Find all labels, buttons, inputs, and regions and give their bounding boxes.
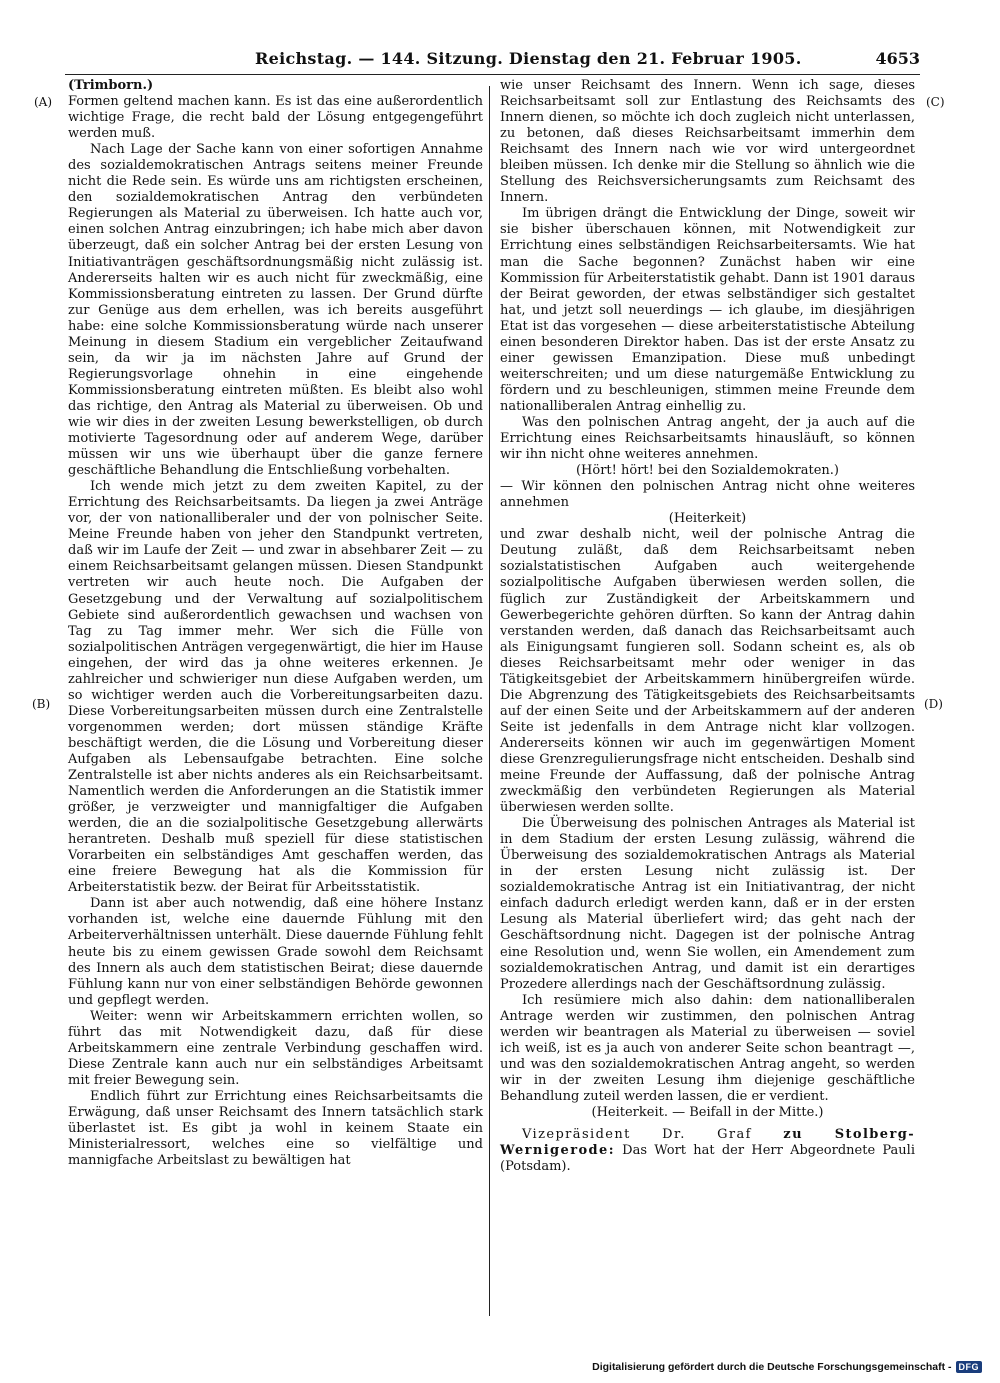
paragraph: und zwar deshalb nicht, weil der polnische Antrag die Deutung zuläßt, daß dem Reichsarbeitsamt neben sozialstatistischen Aufgaben auch weitergehende sozialpolitische Aufgaben überwiesen werden sollen, die füglich zur Zuständigkeit der Arbeitskammern und Gewerbegerichte gehören dürften. So kann der Antrag dahin verstanden werden, daß danach das Reichsarbeitsamt auch als Einigungsamt fungieren soll. Sodann scheint es, als ob dieses Reichsarbeitsamt mehr oder weniger in das Tätigkeitsgebiet der Arbeitskammern hinübergreifen würde. Die Abgrenzung des Tätigkeitsgebiets des Reichsarbeitsamts auf der einen Seite und der Arbeitskammern auf der anderen Seite ist jedenfalls in dem Antrage nicht klar vollzogen. Andererseits können wir auch im gegenwärtigen Moment diese Grenzregulierungsfrage nicht entscheiden. Deshalb sind meine Freunde der Auffassung, daß der polnische Antrag zweckmäßig den verbündeten Regierungen als Material überwiesen werden sollte. <box>500 527 915 816</box>
paragraph: Die Überweisung des polnischen Antrages als Material ist in dem Stadium der ersten Lesung zulässig, während die Überweisung des sozialdemokratischen Antrags als Material in der ersten Lesung nicht zulässig ist. Der sozialdemokratische Antrag ist ein Initiativantrag, der nicht einfach dadurch erledigt werden kann, daß er in der ersten Lesung als Material überliefert wird; das geht nach der Geschäftsordnung nicht. Dagegen ist der polnische Antrag eine Resolution und, wenn Sie wollen, ein Amendement zum sozialdemokratischen Antrag, und damit ist ein derartiges Prozedere allerdings nach der Geschäftsordnung zulässig. <box>500 816 915 992</box>
paragraph: Nach Lage der Sache kann von einer sofortigen Annahme des sozialdemokratischen Antrags seitens meiner Freunde nicht die Rede sein. Es würde uns am richtigsten erscheinen, den sozialdemokratischen Antrag den verbündeten Regierungen als Material zu überweisen. Ich hatte auch vor, einen solchen Antrag einzubringen; ich habe mich aber davon überzeugt, daß ein solcher Antrag bei der ersten Lesung von Initiativanträgen geschäftsordnungsmäßig nicht zulässig ist. Andererseits halten wir es auch nicht für zweckmäßig, eine Kommissionsberatung eintreten zu lassen. Der Grund dürfte zur Genüge aus dem erhellen, was ich bereits ausgeführt habe: eine solche Kommissionsberatung würde nach unserer Meinung in diesem Stadium ein vergeblicher Zeitaufwand sein, da wir ja im nächsten Jahre auf Grund der Regierungsvorlage ohnehin in eine eingehende Kommissionsberatung eintreten müßten. Es bleibt also wohl das richtige, den Antrag als Material zu überweisen. Ob und wie wir dies in der zweiten Lesung bewerkstelligen, ob durch motivierte Tagesordnung oder auf anderem Wege, darüber müssen wir uns wie überhaupt über die ganze fernere geschäftliche Behandlung die Entschließung vorbehalten. <box>68 142 483 479</box>
paragraph: Formen geltend machen kann. Es ist das eine außerordentlich wichtige Frage, die recht bald der Lösung entgegengeführt werden muß. <box>68 94 483 142</box>
speaker-label: (Trimborn.) <box>68 78 154 93</box>
dfg-logo-icon: DFG <box>956 1361 983 1373</box>
interjection: (Heiterkeit. — Beifall in der Mitte.) <box>591 1105 824 1120</box>
footer-credit-text: Digitalisierung gefördert durch die Deutsche Forschungsgemeinschaft - <box>592 1361 952 1373</box>
paragraph: Im übrigen drängt die Entwicklung der Dinge, soweit wir sie bisher überschauen können, mit Notwendigkeit zur Errichtung eines selbständigen Reichsarbeitersamts. Wie hat man die Sache begonnen? Zunächst haben wir eine Kommission für Arbeiterstatistik gehabt. Dann ist 1901 daraus der Beirat geworden, der etwas selbständiger sich gestaltet hat, und jetzt soll neuerdings — ich glaube, im diesjährigen Etat ist das vorgesehen — diese arbeiterstatistische Abteilung einen besonderen Direktor haben. Das ist der erste Ansatz zu einer gewissen Emanzipation. Diese muß unbedingt weiterschreiten; und um diese naturgemäße Entwicklung zu fördern und zu beschleunigen, stimmen meine Freunde dem nationalliberalen Antrag einhellig zu. <box>500 206 915 414</box>
right-column <box>500 78 915 1175</box>
margin-mark-a: (A) <box>34 95 53 109</box>
page-number: 4653 <box>875 49 920 68</box>
interjection: (Hört! hört! bei den Sozialdemokraten.) <box>575 463 839 479</box>
paragraph: Weiter: wenn wir Arbeitskammern errichten wollen, so führt das mit Notwendigkeit dazu, daß für diese Arbeitskammern eine zentrale Verbindung geschaffen wird. Diese Zentrale kann auch nur ein selbständiges Arbeitsamt mit freier Bewegung sein. <box>68 1008 483 1088</box>
president-title: Vizepräsident Dr. Graf <box>522 1127 784 1143</box>
paragraph: Ich wende mich jetzt zu dem zweiten Kapitel, zu der Errichtung des Reichsarbeitsamts. Da liegen ja zwei Anträge vor, der von nationalliberaler und der von polnischer Seite. Meine Freunde haben von jeher den Standpunkt vertreten, daß wir im Laufe der Zeit — und zwar in absehbarer Zeit — zu einem Reichsarbeitsamt gelangen müssen. Diesen Standpunkt vertreten wir auch heute noch. Die Aufgaben der Gesetzgebung und der Verwaltung auf sozialpolitischem Gebiete sind außerordentlich gewachsen und wachsen von Tag zu Tag immer mehr. Wer sich die Fülle von sozialpolitischen Anträgen vergegenwärtigt, die hier im Hause eingehen, der wird das ja ohne weiteres erkennen. Je zahlreicher und schwieriger nun diese Aufgaben werden, um so wichtiger werden auch die Vorbereitungsarbeiten dazu. Diese Vorbereitungsarbeiten müssen durch eine Zentralstelle vorgenommen werden; dort müssen ständige Kräfte beschäftigt werden, die die Lösung und Vorbereitung dieser Aufgaben als Lebensaufgabe betrachten. Eine solche Zentralstelle ist aber nichts anderes als ein Reichsarbeitsamt. Namentlich werden die Anforderungen an die Statistik immer größer, je verzweigter und mannigfaltiger die Aufgaben werden, die an die sozialpolitische Gesetzgebung allerwärts herantreten. Deshalb muß speziell für diese statistischen Vorarbeiten ein selbständiges Amt geschaffen werden, das eine freiere Bewegung hat als die Kommission für Arbeiterstatistik bezw. der Beirat für Arbeitsstatistik. <box>68 479 483 896</box>
paragraph: Was den polnischen Antrag angeht, der ja auch auf die Errichtung eines Reichsarbeitsamts hinausläuft, so können wir ihn nicht ohne weiteres annehmen. <box>500 414 915 463</box>
paragraph: Dann ist aber auch notwendig, daß eine höhere Instanz vorhanden ist, welche eine dauernde Fühlung mit den Arbeiterverhältnissen unterhält. Diese dauernde Fühlung fehlt heute bis zu einem gewissen Grade sowohl dem Reichsamt des Innern als auch dem statistischen Beirat; diese dauernde Fühlung kann nur von einer selbständigen Behörde gewonnen und gepflegt werden. <box>68 896 483 1008</box>
president-statement <box>500 1127 915 1175</box>
president-name: zu Stolberg-Wernigerode: <box>500 1127 916 1159</box>
paragraph: Endlich führt zur Errichtung eines Reichsarbeitsamts die Erwägung, daß unser Reichsamt des Innern tatsächlich stark überlastet ist. Es gibt ja wohl in keinem Staate ein Ministerialressort, welches eine so vielfältige und mannigfache Arbeitslast zu bewältigen hat <box>68 1088 483 1169</box>
paragraph: — Wir können den polnischen Antrag nicht ohne weiteres annehmen <box>500 479 915 511</box>
header-title: Reichstag. — 144. Sitzung. Dienstag den 21. Februar 1905. <box>255 49 802 68</box>
left-column <box>68 78 483 1169</box>
paragraph: Ich resümiere mich also dahin: dem nationalliberalen Antrage werden wir zustimmen, den polnischen Antrag werden wir beantragen als Material zu überweisen — soviel ich weiß, ist es ja auch von anderer Seite schon beantragt —, und was den sozialdemokratischen Antrag angeht, so werden wir in der zweiten Lesung ihm diejenige geschäftliche Behandlung zuteil werden lassen, die er verdient. <box>500 992 915 1104</box>
margin-mark-c: (C) <box>926 95 945 109</box>
column-divider <box>489 86 490 1316</box>
interjection: (Heiterkeit) <box>668 511 747 527</box>
margin-mark-b: (B) <box>32 697 51 711</box>
paragraph: wie unser Reichsamt des Innern. Wenn ich sage, dieses Reichsarbeitsamt soll zur Entlastung des Reichsamts des Innern dienen, so möchte ich doch zugleich nicht unterlassen, zu betonen, daß dieses Reichsarbeitsamt immerhin dem Reichsamt des Innern nach wie vor wird untergeordnet bleiben müssen. Ich denke mir die Stellung so ähnlich wie die Stellung des Reichsversicherungsamts zum Reichsamt des Innern. <box>500 78 915 206</box>
footer-credit <box>592 1361 982 1373</box>
margin-mark-d: (D) <box>924 697 943 711</box>
page-header <box>65 46 920 75</box>
president-text: Das Wort hat der Herr Abgeordnete Pauli (Potsdam). <box>500 1143 915 1175</box>
